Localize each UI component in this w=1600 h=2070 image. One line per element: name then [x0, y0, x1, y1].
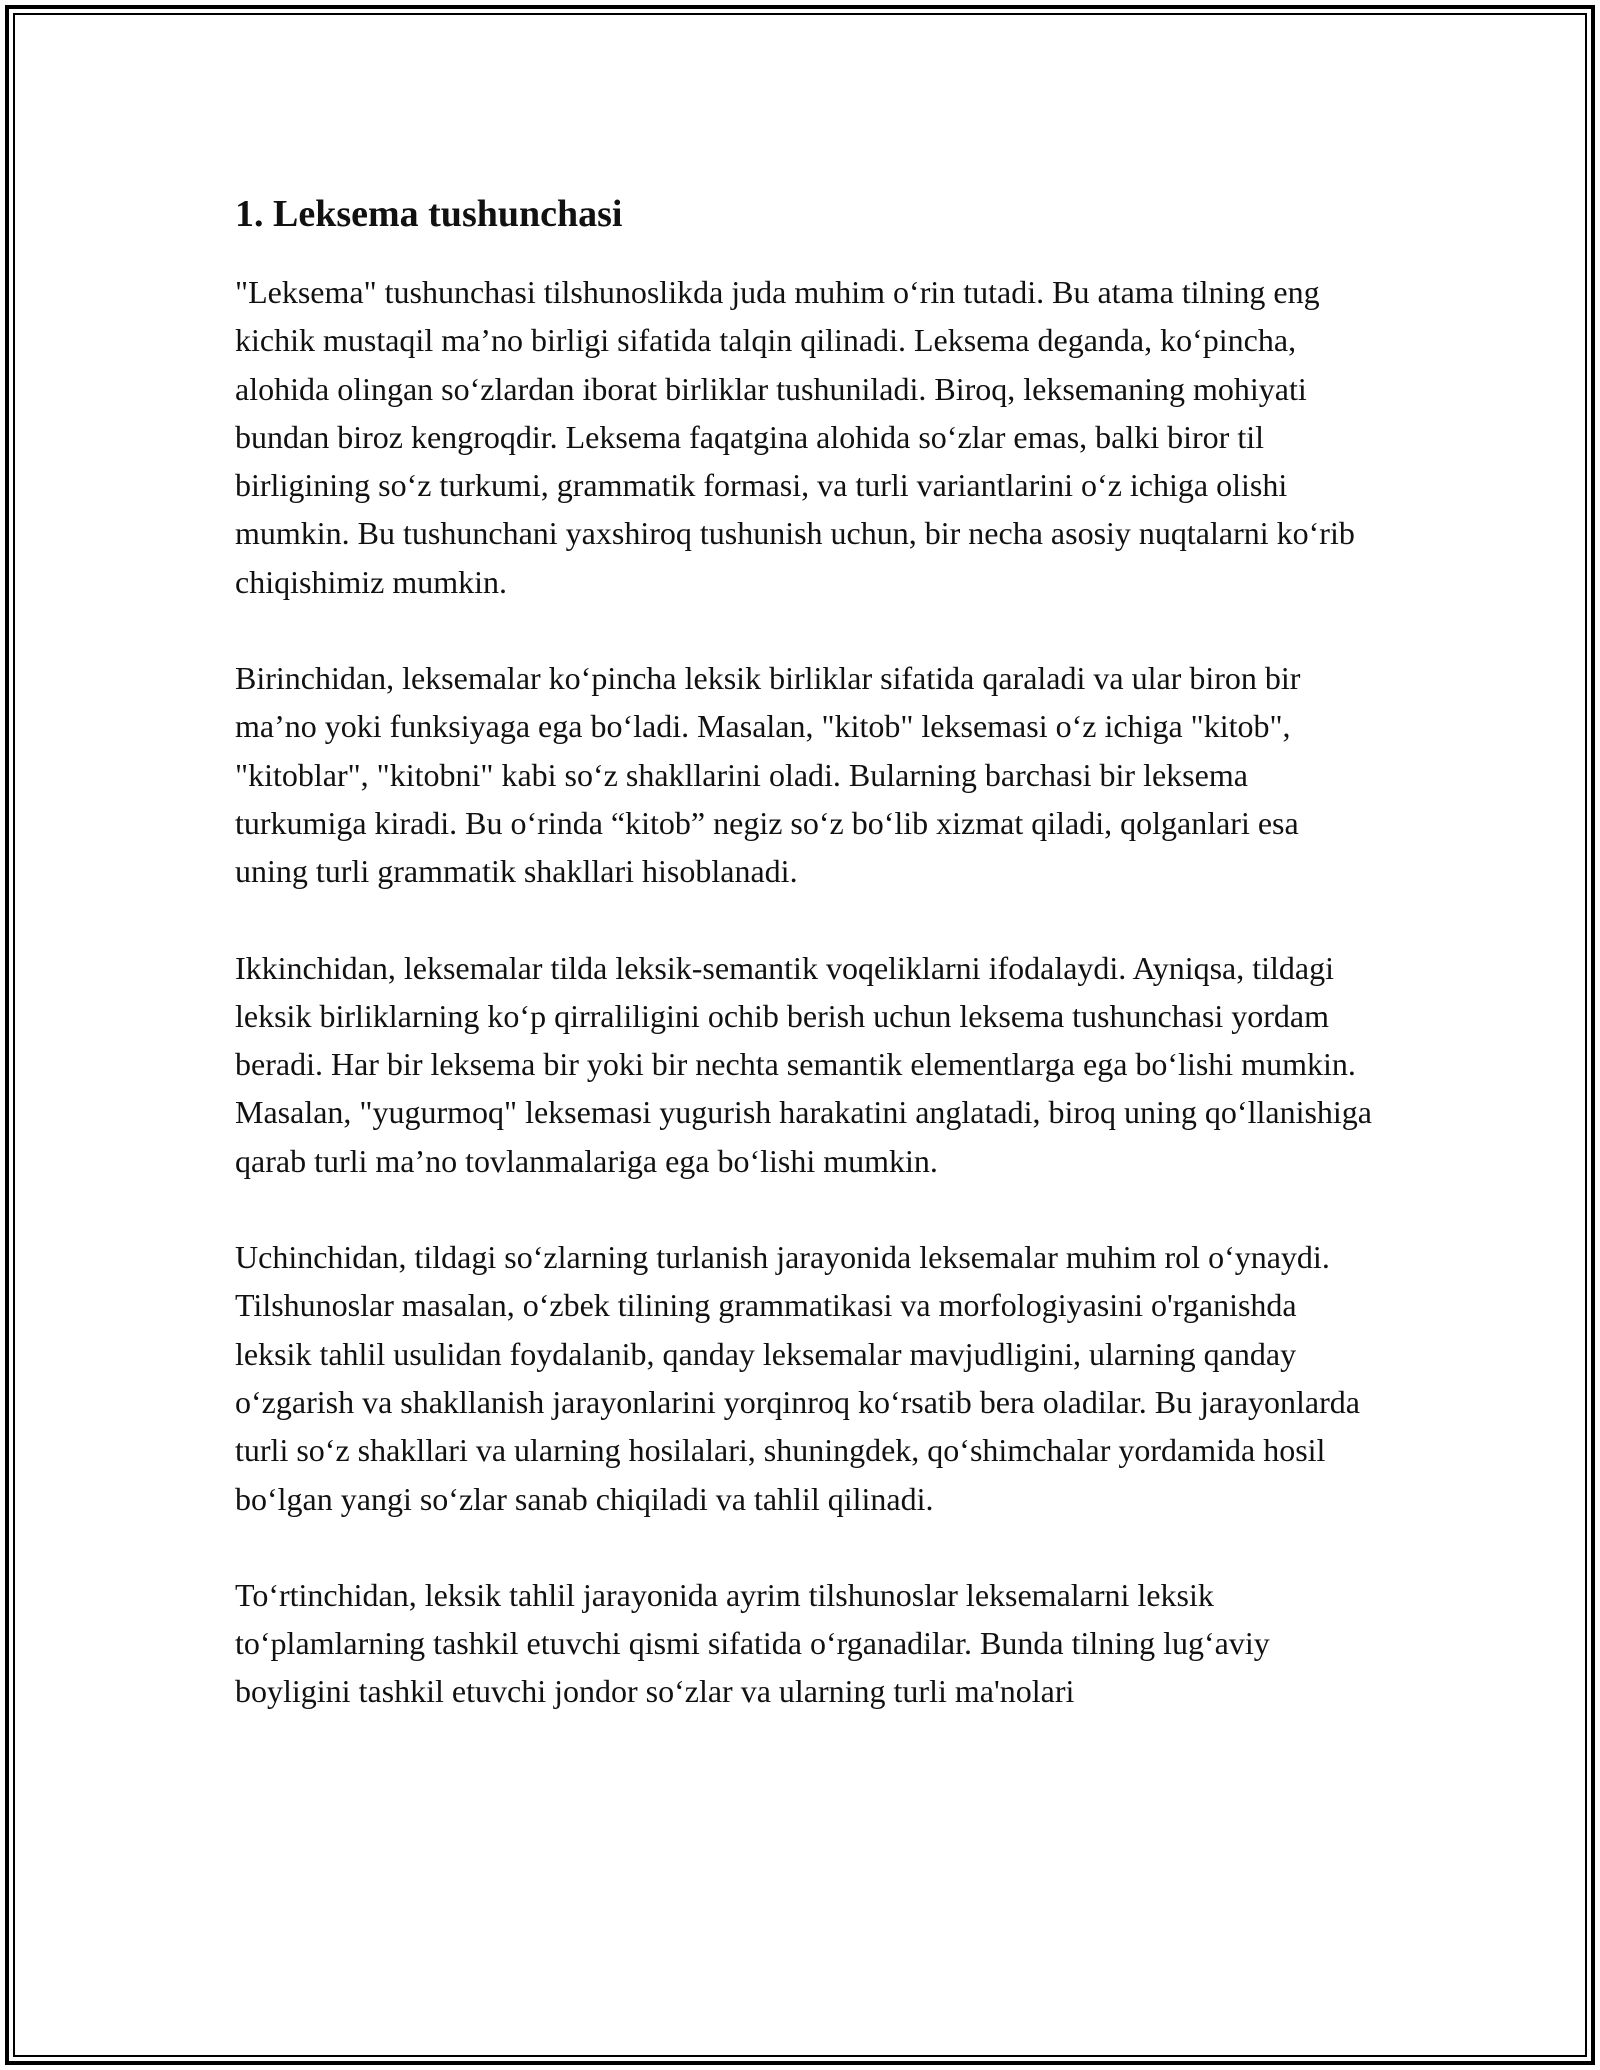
paragraph-first: Birinchidan, leksemalar ko‘pincha leksik birliklar sifatida qaraladi va ular biron bir ma’no yoki funksiyaga ega bo‘ladi. Masalan, "kitob" leksemasi o‘z ichiga "kitob", "kitoblar", "kitobni" kabi so‘z shakllarini oladi. Bularning barchasi bir leksema turkumiga kiradi. Bu o‘rinda “kitob” negiz so‘z bo‘lib xizmat qiladi, qolganlari esa uning turli grammatik shakllari hisoblanadi.: [235, 660, 1301, 890]
paragraph-fourth: To‘rtinchidan, leksik tahlil jarayonida ayrim tilshunoslar leksemalarni leksik to‘plamlarning tashkil etuvchi qismi sifatida o‘rganadilar. Bunda tilning lug‘aviy boyligini tashkil etuvchi jondor so‘zlar va ularning turli ma'nolari: [235, 1576, 1270, 1710]
section-heading: 1. Leksema tushunchasi: [235, 193, 623, 235]
paragraph-third: Uchinchidan, tildagi so‘zlarning turlanish jarayonida leksemalar muhim rol o‘ynaydi. Tilshunoslar masalan, o‘zbek tilining grammatikasi va morfologiyasini o'rganishda leksik tahlil usulidan foydalanib, qanday leksemalar mavjudligini, ularning qanday o‘zgarish va shakllanish jarayonlarini yorqinroq ko‘rsatib bera oladilar. Bu jarayonlarda turli so‘z shakllari va ularning hosilalari, shuningdek, qo‘shimchalar yordamida hosil bo‘lgan yangi so‘zlar sanab chiqiladi va tahlil qilinadi.: [235, 1239, 1360, 1517]
document-body: [235, 186, 1375, 1764]
paragraph-second: Ikkinchidan, leksemalar tilda leksik-semantik voqeliklarni ifodalaydi. Ayniqsa, tildagi leksik birliklarning ko‘p qirraliligini ochib berish uchun leksema tushunchasi yordam beradi. Har bir leksema bir yoki bir nechta semantik elementlarga ega bo‘lishi mumkin. Masalan, "yugurmoq" leksemasi yugurish harakatini anglatadi, biroq uning qo‘llanishiga qarab turli ma’no tovlanmalariga ega bo‘lishi mumkin.: [235, 949, 1372, 1179]
paragraph-intro: "Leksema" tushunchasi tilshunoslikda juda muhim o‘rin tutadi. Bu atama tilning eng kichik mustaqil ma’no birligi sifatida talqin qilinadi. Leksema deganda, ko‘pincha, alohida olingan so‘zlardan iborat birliklar tushuniladi. Biroq, leksemaning mohiyati bundan biroz kengroqdir. Leksema faqatgina alohida so‘zlar emas, balki biror til birligining so‘z turkumi, grammatik formasi, va turli variantlarini o‘z ichiga olishi mumkin. Bu tushunchani yaxshiroq tushunish uchun, bir necha asosiy nuqtalarni ko‘rib chiqishimiz mumkin.: [235, 274, 1355, 600]
